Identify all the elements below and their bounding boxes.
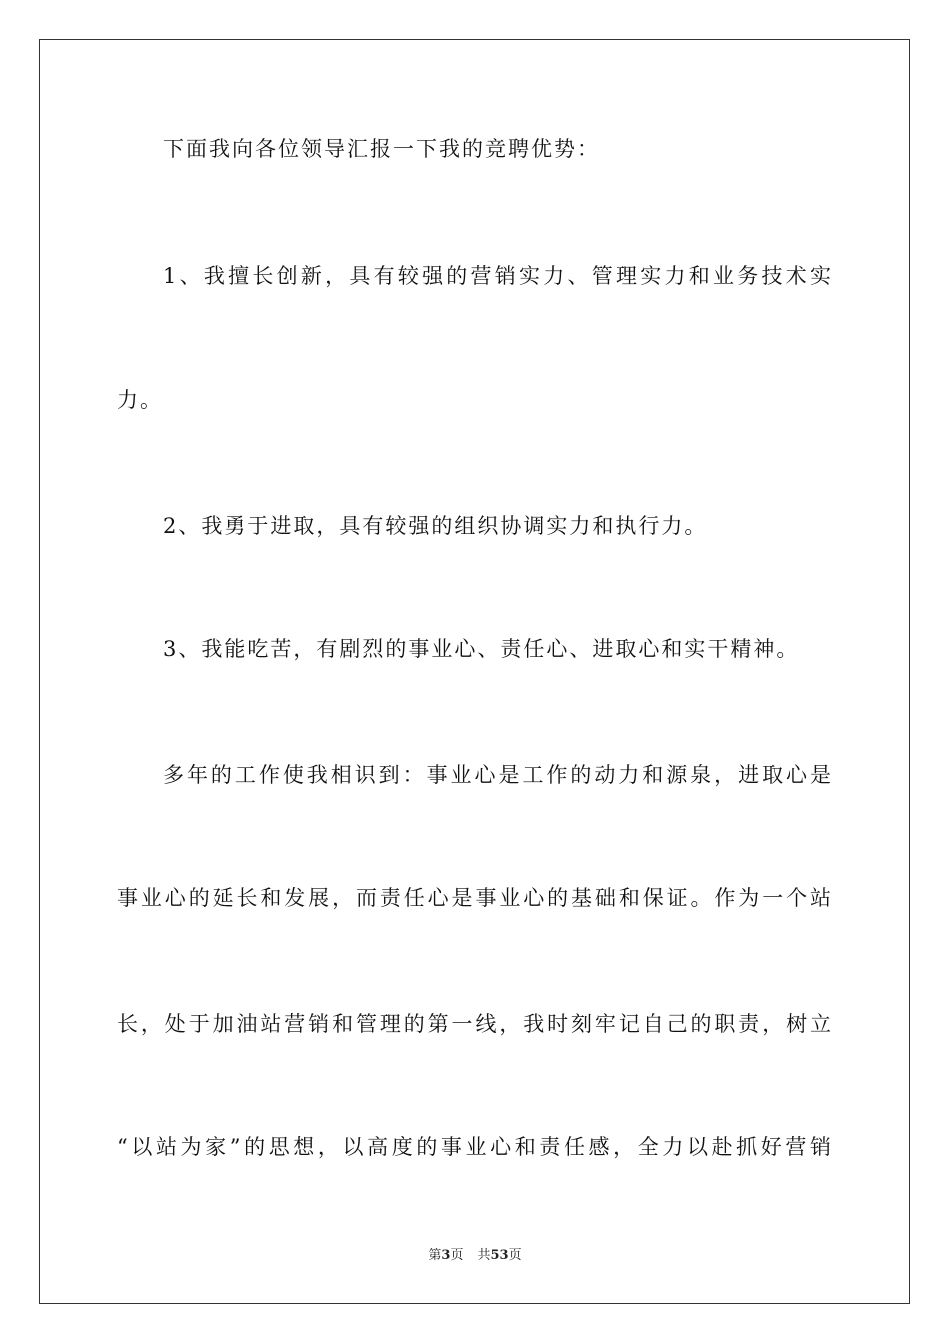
- page-prefix: 第: [428, 1248, 442, 1263]
- paragraph-line: 3、我能吃苦，有剧烈的事业心、责任心、进取心和实干精神。: [163, 637, 800, 661]
- page-number: 3: [441, 1248, 451, 1263]
- total-prefix: 共: [477, 1248, 491, 1263]
- paragraph-line: 下面我向各位领导汇报一下我的竞聘优势：: [163, 137, 600, 161]
- total-pages: 53: [490, 1248, 509, 1263]
- total-suffix: 页: [508, 1248, 522, 1263]
- page-frame: [39, 39, 910, 1304]
- paragraph-line: 力。: [117, 388, 163, 412]
- page-suffix: 页: [450, 1248, 464, 1263]
- paragraph-line: “以站为家”的思想，以高度的事业心和责任感，全力以赴抓好营销: [117, 1135, 833, 1159]
- paragraph-line: 长，处于加油站营销和管理的第一线，我时刻牢记自己的职责，树立: [117, 1012, 833, 1036]
- paragraph-line: 多年的工作使我相识到：事业心是工作的动力和源泉，进取心是: [163, 763, 833, 787]
- paragraph-line: 事业心的延长和发展，而责任心是事业心的基础和保证。作为一个站: [117, 886, 833, 910]
- paragraph-line: 1、我擅长创新，具有较强的营销实力、管理实力和业务技术实: [163, 264, 833, 288]
- page-footer: [0, 1246, 950, 1266]
- paragraph-line: 2、我勇于进取，具有较强的组织协调实力和执行力。: [163, 514, 708, 538]
